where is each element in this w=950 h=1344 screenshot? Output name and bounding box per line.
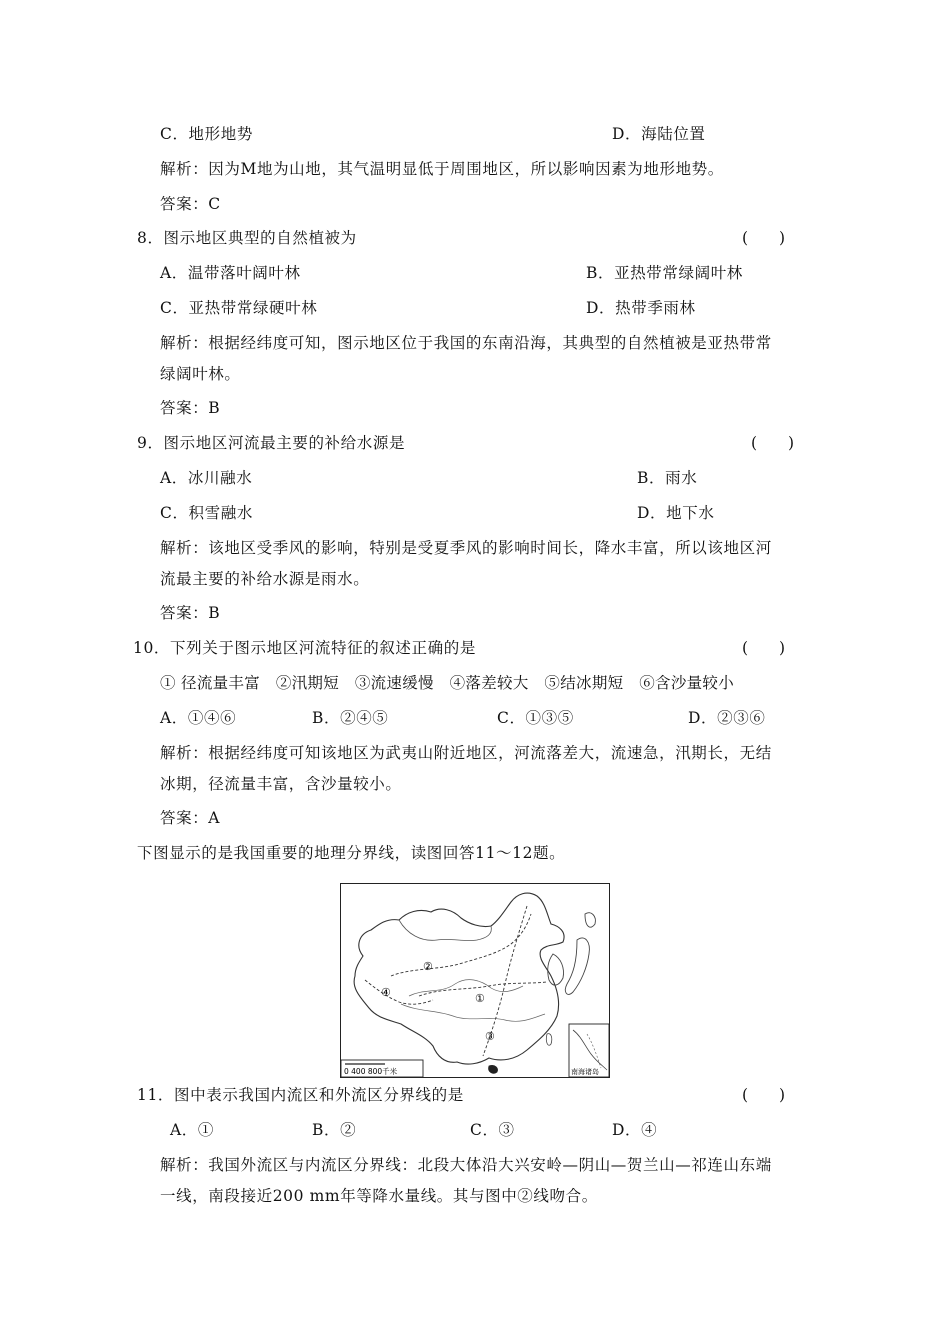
q9-answer: 答案：B [160, 604, 221, 622]
q8-analysis-line2: 绿阔叶林。 [160, 365, 241, 383]
q11-answer-paren: ( ) [742, 1086, 786, 1104]
q10-option-c: C．①③⑤ [497, 709, 574, 727]
q11-analysis-line2: 一线，南段接近200 mm年等降水量线。其与图中②线吻合。 [160, 1187, 598, 1205]
q10-option-d: D．②③⑥ [688, 709, 766, 727]
q11-option-c: C．③ [470, 1121, 515, 1139]
map-label-1: ① [475, 992, 485, 1005]
q8-option-a: A．温带落叶阔叶林 [160, 264, 301, 282]
q8-option-c: C．亚热带常绿硬叶林 [160, 299, 318, 317]
q9-option-a: A．冰川融水 [160, 469, 253, 487]
q10-analysis-line2: 冰期，径流量丰富，含沙量较小。 [160, 775, 402, 793]
q8-option-d: D．热带季雨林 [586, 299, 696, 317]
line-2-dashed [391, 914, 531, 976]
q8-stem: 8．图示地区典型的自然植被为 [137, 229, 357, 247]
china-outline [354, 893, 564, 1064]
q7-answer: 答案：C [160, 195, 221, 213]
inset-label: 南海诸岛 [571, 1068, 599, 1076]
q11-option-a: A．① [170, 1121, 214, 1139]
q10-option-a: A．①④⑥ [160, 709, 237, 727]
yangtze-river [401, 1004, 545, 1021]
map-label-2: ② [423, 960, 433, 973]
q9-answer-paren: ( ) [751, 434, 795, 452]
q8-answer-paren: ( ) [742, 229, 786, 247]
q10-option-b: B．②④⑤ [312, 709, 389, 727]
taiwan-island [546, 1034, 551, 1046]
q11-analysis-line1: 解析：我国外流区与内流区分界线：北段大体沿大兴安岭—阴山—贺兰山—祁连山东端 [160, 1156, 772, 1174]
q9-option-b: B．雨水 [637, 469, 698, 487]
q9-option-d: D．地下水 [637, 504, 715, 522]
korea-peninsula [548, 954, 564, 985]
q9-analysis-line2: 流最主要的补给水源是雨水。 [160, 570, 370, 588]
hainan-island [489, 1065, 498, 1073]
q7-option-d: D．海陆位置 [612, 125, 706, 143]
q8-analysis-line1: 解析：根据经纬度可知，图示地区位于我国的东南沿海，其典型的自然植被是亚热带常 [160, 334, 772, 352]
japan-islands [565, 913, 595, 995]
neighbor-border [399, 920, 491, 941]
map-intro: 下图显示的是我国重要的地理分界线，读图回答11～12题。 [137, 844, 566, 862]
q11-option-d: D．④ [612, 1121, 658, 1139]
q8-answer: 答案：B [160, 399, 221, 417]
scale-label: 0 400 800千米 [344, 1067, 398, 1076]
q9-analysis-line1: 解析：该地区受季风的影响，特别是受夏季风的影响时间长，降水丰富，所以该地区河 [160, 539, 772, 557]
q11-option-b: B．② [312, 1121, 357, 1139]
q7-option-c: C．地形地势 [160, 125, 253, 143]
china-boundary-map [340, 883, 610, 1078]
q10-analysis-line1: 解析：根据经纬度可知该地区为武夷山附近地区，河流落差大，流速急，汛期长，无结 [160, 744, 772, 762]
q9-stem: 9．图示地区河流最主要的补给水源是 [137, 434, 406, 452]
q8-option-b: B．亚热带常绿阔叶林 [586, 264, 743, 282]
q11-stem: 11．图中表示我国内流区和外流区分界线的是 [137, 1086, 464, 1104]
map-label-3: ③ [485, 1030, 495, 1043]
q10-stem: 10．下列关于图示地区河流特征的叙述正确的是 [133, 639, 476, 657]
q7-analysis: 解析：因为M地为山地，其气温明显低于周围地区，所以影响因素为地形地势。 [160, 160, 724, 178]
map-drawing [341, 884, 609, 1077]
q10-answer-paren: ( ) [742, 639, 786, 657]
map-label-4: ④ [381, 986, 391, 999]
q9-option-c: C．积雪融水 [160, 504, 253, 522]
q10-items: ① 径流量丰富 ②汛期短 ③流速缓慢 ④落差较大 ⑤结冰期短 ⑥含沙量较小 [160, 674, 735, 692]
q10-answer: 答案：A [160, 809, 221, 827]
